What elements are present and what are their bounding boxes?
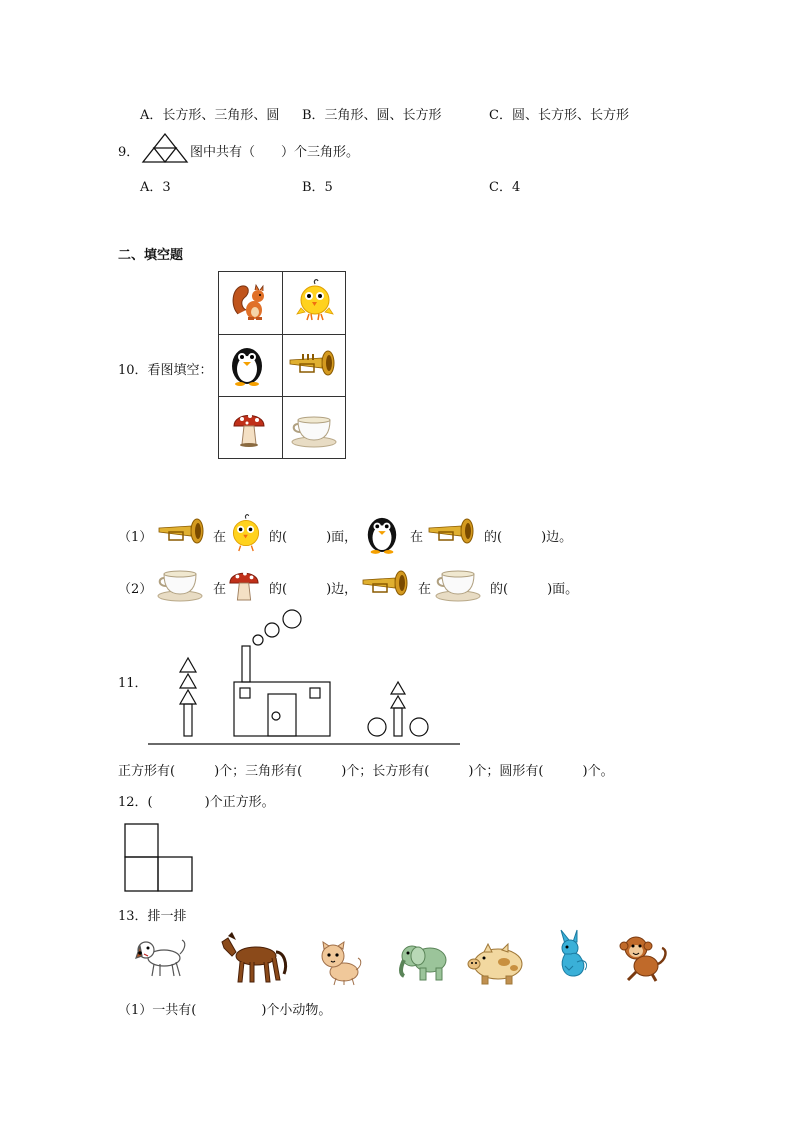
q10-line1-text1: 在 <box>213 530 227 545</box>
teacup-icon <box>290 412 338 448</box>
shapes-factory-figure <box>148 606 460 746</box>
q10-line2-text1: 在 <box>213 582 227 597</box>
chick-icon <box>228 512 264 554</box>
section-title: 二、填空题 <box>118 248 184 263</box>
rabbit-icon <box>555 930 591 980</box>
q10-label: 10．看图填空： <box>118 363 213 378</box>
triangle-figure-icon <box>142 133 188 163</box>
q8-option-c: C．圆、长方形、长方形 <box>489 108 629 123</box>
monkey-icon <box>618 934 670 982</box>
q10-line1-text2: 的( )面， <box>269 530 358 545</box>
q11-answer-line: 正方形有( )个；三角形有( )个；长方形有( )个；圆形有( )个。 <box>118 764 614 779</box>
q12-text: 12．( )个正方形。 <box>118 795 275 810</box>
q9-text: 图中共有（ ）个三角形。 <box>190 145 360 160</box>
horse-icon <box>218 930 292 986</box>
teacup-icon <box>434 566 482 602</box>
q10-line1-text3: 在 <box>410 530 424 545</box>
trumpet-icon <box>426 518 476 546</box>
chick-icon <box>295 278 335 322</box>
q10-line2-prefix: （2） <box>118 582 153 597</box>
q10-line2-text2: 的( )边， <box>269 582 358 597</box>
q13-sub1: （1）一共有( )个小动物。 <box>118 1003 332 1018</box>
squares-figure <box>124 823 194 893</box>
trumpet-icon <box>360 570 410 598</box>
q10-line2-text4: 的( )面。 <box>490 582 579 597</box>
q9-number: 9． <box>118 145 140 160</box>
q9-option-c: C．4 <box>489 180 521 195</box>
q9-option-b: B．5 <box>302 180 333 195</box>
cat-icon <box>318 940 364 986</box>
pig-icon <box>462 942 528 986</box>
penguin-icon <box>364 512 400 554</box>
q10-line1-prefix: （1） <box>118 530 153 545</box>
dog-icon <box>130 934 188 980</box>
mushroom-icon <box>228 564 260 604</box>
teacup-icon <box>156 566 204 602</box>
mushroom-icon <box>232 406 266 448</box>
q9-option-a: A．3 <box>140 180 171 195</box>
q8-option-a: A．长方形、三角形、圆 <box>140 108 280 123</box>
trumpet-icon <box>156 518 206 546</box>
elephant-icon <box>398 940 450 982</box>
q10-line1-text4: 的( )边。 <box>484 530 573 545</box>
q13-title: 13．排一排 <box>118 909 187 924</box>
q8-option-b: B．三角形、圆、长方形 <box>302 108 442 123</box>
penguin-icon <box>228 342 266 386</box>
q10-line2-text3: 在 <box>418 582 432 597</box>
trumpet-icon <box>288 350 336 378</box>
q11-number: 11． <box>118 676 148 691</box>
squirrel-icon <box>230 280 270 322</box>
